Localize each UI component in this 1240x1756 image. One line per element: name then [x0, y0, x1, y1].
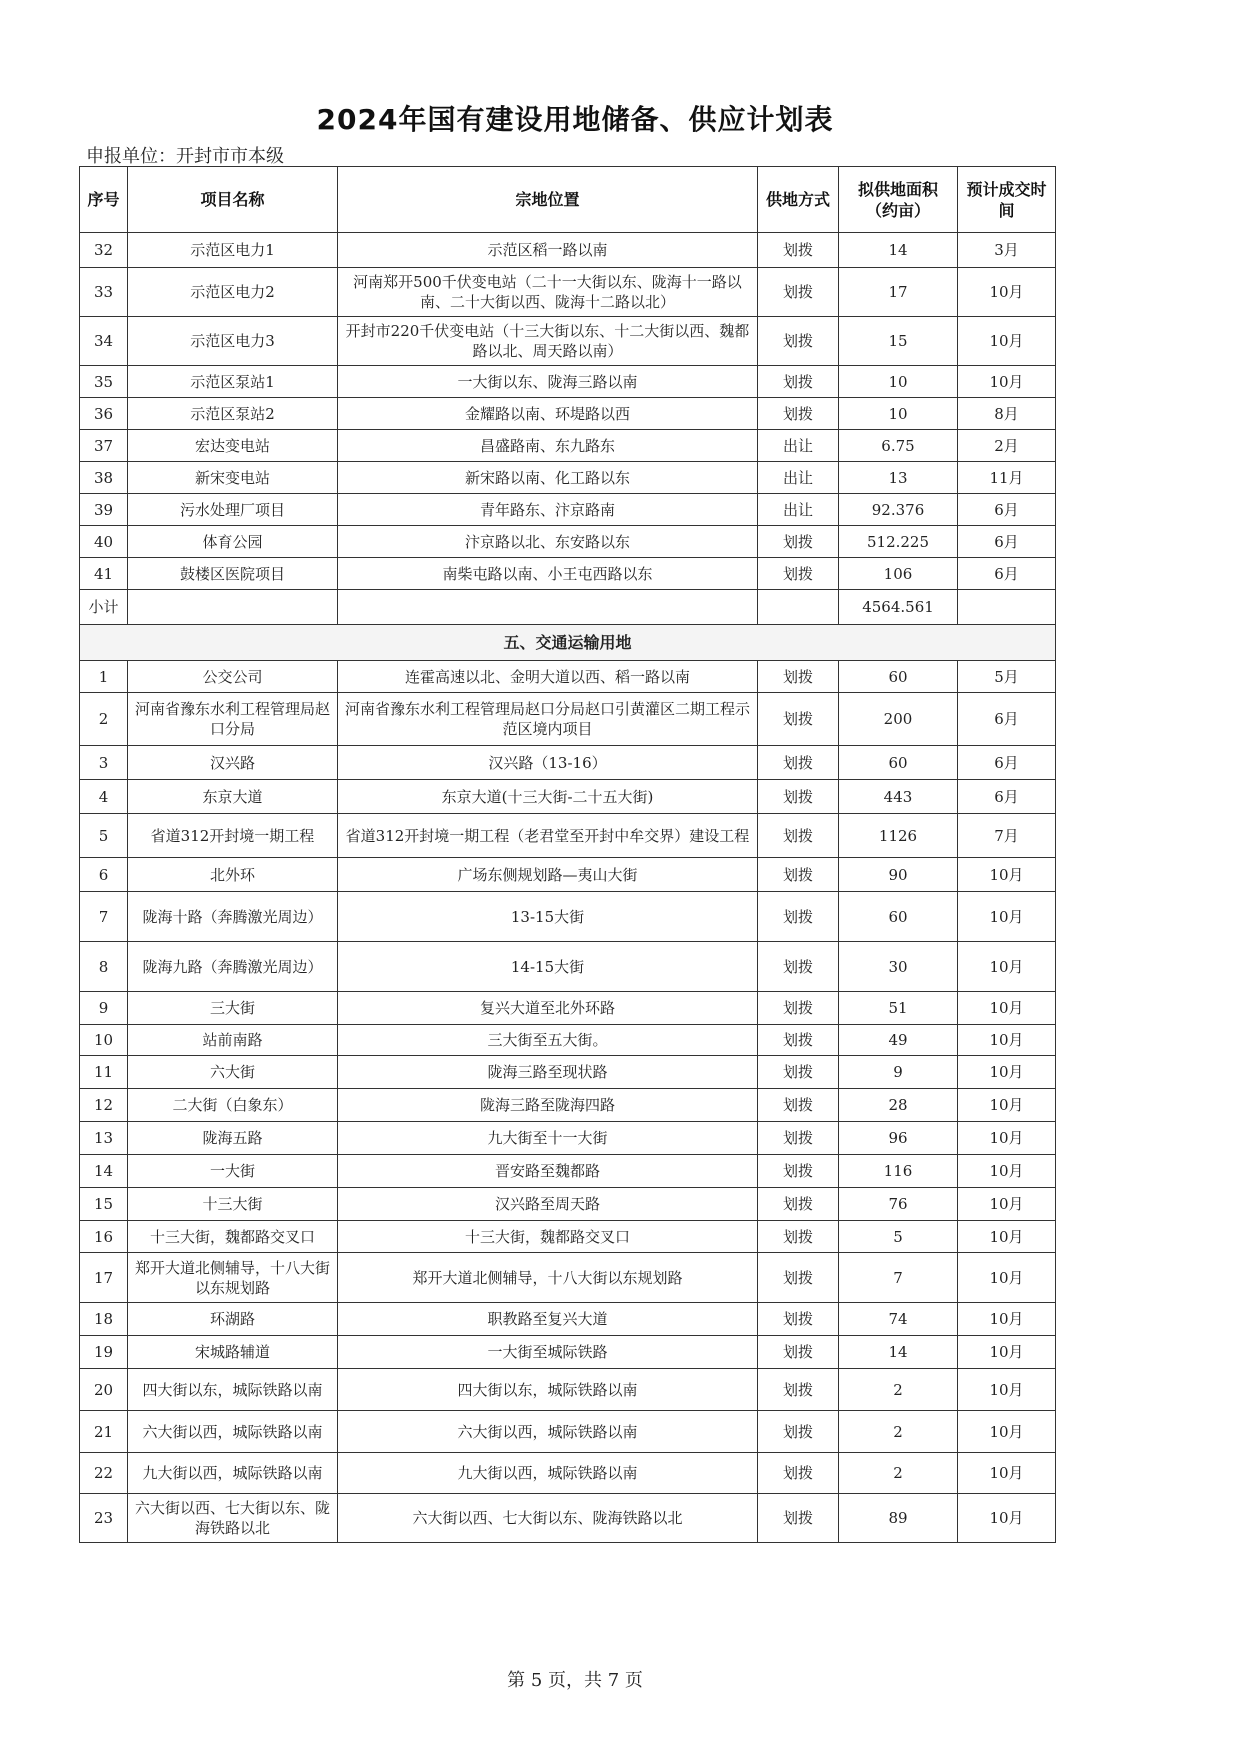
row-supply-method: 划拨	[758, 1253, 839, 1303]
row-location: 一大街以东、陇海三路以南	[338, 366, 758, 398]
row-area: 89	[839, 1494, 958, 1543]
row-area: 512.225	[839, 526, 958, 558]
row-deal-time: 6月	[958, 746, 1056, 780]
row-area: 443	[839, 780, 958, 814]
row-location: 晋安路至魏都路	[338, 1155, 758, 1188]
section-title: 五、交通运输用地	[80, 625, 1056, 661]
row-project-name: 新宋变电站	[128, 462, 338, 494]
row-deal-time: 10月	[958, 1089, 1056, 1122]
page-footer: 第 5 页，共 7 页	[507, 1670, 643, 1691]
row-project-name: 宋城路辅道	[128, 1336, 338, 1369]
table-row	[80, 1221, 1056, 1253]
subtotal-row	[80, 590, 1056, 625]
row-project-name: 六大街以西、七大街以东、陇海铁路以北	[128, 1494, 338, 1543]
row-supply-method: 划拨	[758, 1122, 839, 1155]
table-row	[80, 366, 1056, 398]
row-seq: 36	[80, 398, 128, 430]
reporting-unit: 申报单位：开封市市本级	[86, 146, 284, 167]
row-location: 郑开大道北侧辅导，十八大街以东规划路	[338, 1253, 758, 1303]
row-supply-method: 划拨	[758, 268, 839, 317]
row-location: 汉兴路（13-16）	[338, 746, 758, 780]
row-seq: 41	[80, 558, 128, 590]
subtotal-area: 4564.561	[839, 590, 958, 625]
table-row	[80, 1122, 1056, 1155]
row-seq: 9	[80, 992, 128, 1025]
row-project-name: 陇海十路（奔腾激光周边）	[128, 892, 338, 942]
row-deal-time: 10月	[958, 1221, 1056, 1253]
row-deal-time: 11月	[958, 462, 1056, 494]
row-project-name: 体育公园	[128, 526, 338, 558]
row-deal-time: 10月	[958, 1411, 1056, 1453]
row-seq: 23	[80, 1494, 128, 1543]
row-deal-time: 10月	[958, 1056, 1056, 1089]
row-supply-method: 划拨	[758, 1025, 839, 1056]
row-seq: 37	[80, 430, 128, 462]
subtotal-empty	[758, 590, 839, 625]
row-location: 汴京路以北、东安路以东	[338, 526, 758, 558]
table-header-row	[80, 167, 1056, 233]
row-location: 河南郑开500千伏变电站（二十一大街以东、陇海十一路以南、二十大街以西、陇海十二路以北）	[338, 268, 758, 317]
row-seq: 17	[80, 1253, 128, 1303]
row-supply-method: 划拨	[758, 1221, 839, 1253]
row-location: 六大街以西，城际铁路以南	[338, 1411, 758, 1453]
row-project-name: 三大街	[128, 992, 338, 1025]
table-row	[80, 430, 1056, 462]
row-area: 60	[839, 892, 958, 942]
row-project-name: 示范区泵站1	[128, 366, 338, 398]
row-area: 2	[839, 1453, 958, 1494]
row-deal-time: 10月	[958, 1369, 1056, 1411]
table-row	[80, 526, 1056, 558]
row-seq: 12	[80, 1089, 128, 1122]
row-supply-method: 划拨	[758, 1336, 839, 1369]
row-deal-time: 6月	[958, 558, 1056, 590]
row-seq: 7	[80, 892, 128, 942]
row-area: 28	[839, 1089, 958, 1122]
row-area: 5	[839, 1221, 958, 1253]
row-seq: 32	[80, 233, 128, 268]
row-deal-time: 10月	[958, 1188, 1056, 1221]
row-project-name: 六大街	[128, 1056, 338, 1089]
row-project-name: 示范区电力1	[128, 233, 338, 268]
table-row	[80, 693, 1056, 746]
row-location: 三大街至五大街。	[338, 1025, 758, 1056]
header-location: 宗地位置	[338, 167, 758, 233]
row-deal-time: 10月	[958, 1155, 1056, 1188]
header-supply-method: 供地方式	[758, 167, 839, 233]
section-row	[80, 625, 1056, 661]
row-project-name: 省道312开封境一期工程	[128, 814, 338, 858]
row-seq: 1	[80, 661, 128, 693]
row-supply-method: 划拨	[758, 780, 839, 814]
row-seq: 5	[80, 814, 128, 858]
row-deal-time: 6月	[958, 693, 1056, 746]
table-row	[80, 780, 1056, 814]
row-location: 复兴大道至北外环路	[338, 992, 758, 1025]
row-supply-method: 划拨	[758, 1056, 839, 1089]
row-deal-time: 10月	[958, 1303, 1056, 1336]
row-deal-time: 3月	[958, 233, 1056, 268]
subtotal-label: 小计	[80, 590, 128, 625]
row-seq: 38	[80, 462, 128, 494]
table-row	[80, 1188, 1056, 1221]
row-supply-method: 划拨	[758, 366, 839, 398]
row-area: 30	[839, 942, 958, 992]
row-location: 陇海三路至现状路	[338, 1056, 758, 1089]
row-location: 一大街至城际铁路	[338, 1336, 758, 1369]
land-plan-table	[79, 166, 1056, 1543]
row-supply-method: 出让	[758, 430, 839, 462]
table-row	[80, 1303, 1056, 1336]
header-deal-time: 预计成交时间	[958, 167, 1056, 233]
table-row	[80, 1025, 1056, 1056]
row-deal-time: 8月	[958, 398, 1056, 430]
row-area: 17	[839, 268, 958, 317]
row-location: 连霍高速以北、金明大道以西、稻一路以南	[338, 661, 758, 693]
row-area: 51	[839, 992, 958, 1025]
row-seq: 35	[80, 366, 128, 398]
row-seq: 14	[80, 1155, 128, 1188]
row-project-name: 郑开大道北侧辅导，十八大街以东规划路	[128, 1253, 338, 1303]
row-supply-method: 划拨	[758, 942, 839, 992]
table-row	[80, 1411, 1056, 1453]
row-seq: 34	[80, 317, 128, 366]
table-row	[80, 1253, 1056, 1303]
row-project-name: 公交公司	[128, 661, 338, 693]
row-location: 开封市220千伏变电站（十三大街以东、十二大街以西、魏都路以北、周天路以南）	[338, 317, 758, 366]
row-supply-method: 划拨	[758, 814, 839, 858]
row-area: 7	[839, 1253, 958, 1303]
row-supply-method: 划拨	[758, 693, 839, 746]
row-deal-time: 6月	[958, 780, 1056, 814]
row-deal-time: 10月	[958, 1453, 1056, 1494]
row-supply-method: 划拨	[758, 661, 839, 693]
header-project-name: 项目名称	[128, 167, 338, 233]
row-deal-time: 10月	[958, 1025, 1056, 1056]
table-row	[80, 992, 1056, 1025]
row-project-name: 北外环	[128, 858, 338, 892]
row-location: 13-15大街	[338, 892, 758, 942]
row-deal-time: 10月	[958, 317, 1056, 366]
row-supply-method: 划拨	[758, 526, 839, 558]
row-seq: 33	[80, 268, 128, 317]
row-area: 14	[839, 1336, 958, 1369]
row-supply-method: 划拨	[758, 398, 839, 430]
row-project-name: 示范区电力3	[128, 317, 338, 366]
row-project-name: 九大街以西，城际铁路以南	[128, 1453, 338, 1494]
table-row	[80, 317, 1056, 366]
row-location: 汉兴路至周天路	[338, 1188, 758, 1221]
row-location: 河南省豫东水利工程管理局赵口分局赵口引黄灌区二期工程示范区境内项目	[338, 693, 758, 746]
row-area: 76	[839, 1188, 958, 1221]
row-seq: 10	[80, 1025, 128, 1056]
table-row	[80, 858, 1056, 892]
row-area: 60	[839, 746, 958, 780]
row-deal-time: 10月	[958, 366, 1056, 398]
row-area: 2	[839, 1411, 958, 1453]
row-project-name: 河南省豫东水利工程管理局赵口分局	[128, 693, 338, 746]
row-supply-method: 划拨	[758, 1369, 839, 1411]
row-area: 10	[839, 366, 958, 398]
row-location: 六大街以西、七大街以东、陇海铁路以北	[338, 1494, 758, 1543]
row-location: 职教路至复兴大道	[338, 1303, 758, 1336]
table-row	[80, 1089, 1056, 1122]
row-deal-time: 5月	[958, 661, 1056, 693]
row-project-name: 陇海九路（奔腾激光周边）	[128, 942, 338, 992]
row-area: 200	[839, 693, 958, 746]
table-row	[80, 1056, 1056, 1089]
row-location: 十三大街，魏都路交叉口	[338, 1221, 758, 1253]
subtotal-section	[80, 590, 1056, 661]
row-area: 13	[839, 462, 958, 494]
table-row	[80, 1494, 1056, 1543]
row-location: 昌盛路南、东九路东	[338, 430, 758, 462]
header-seq: 序号	[80, 167, 128, 233]
row-seq: 40	[80, 526, 128, 558]
row-deal-time: 10月	[958, 1494, 1056, 1543]
row-supply-method: 划拨	[758, 1089, 839, 1122]
row-project-name: 站前南路	[128, 1025, 338, 1056]
table-row	[80, 746, 1056, 780]
row-area: 90	[839, 858, 958, 892]
row-location: 陇海三路至陇海四路	[338, 1089, 758, 1122]
subtotal-empty	[338, 590, 758, 625]
row-area: 74	[839, 1303, 958, 1336]
row-seq: 20	[80, 1369, 128, 1411]
row-deal-time: 6月	[958, 526, 1056, 558]
row-location: 示范区稻一路以南	[338, 233, 758, 268]
row-location: 四大街以东，城际铁路以南	[338, 1369, 758, 1411]
row-location: 青年路东、汴京路南	[338, 494, 758, 526]
row-location: 九大街以西，城际铁路以南	[338, 1453, 758, 1494]
row-deal-time: 10月	[958, 1336, 1056, 1369]
row-area: 96	[839, 1122, 958, 1155]
row-supply-method: 划拨	[758, 992, 839, 1025]
row-seq: 2	[80, 693, 128, 746]
row-location: 南柴屯路以南、小王屯西路以东	[338, 558, 758, 590]
row-project-name: 东京大道	[128, 780, 338, 814]
table-row	[80, 398, 1056, 430]
row-project-name: 环湖路	[128, 1303, 338, 1336]
row-supply-method: 划拨	[758, 1411, 839, 1453]
row-supply-method: 划拨	[758, 1494, 839, 1543]
table-row	[80, 462, 1056, 494]
row-deal-time: 7月	[958, 814, 1056, 858]
row-location: 省道312开封境一期工程（老君堂至开封中牟交界）建设工程	[338, 814, 758, 858]
row-area: 1126	[839, 814, 958, 858]
row-supply-method: 划拨	[758, 1453, 839, 1494]
row-supply-method: 出让	[758, 462, 839, 494]
row-area: 10	[839, 398, 958, 430]
table-row	[80, 233, 1056, 268]
row-project-name: 示范区电力2	[128, 268, 338, 317]
row-location: 广场东侧规划路—夷山大街	[338, 858, 758, 892]
row-project-name: 陇海五路	[128, 1122, 338, 1155]
table-row	[80, 1369, 1056, 1411]
row-area: 116	[839, 1155, 958, 1188]
table-row	[80, 1453, 1056, 1494]
row-location: 东京大道(十三大街-二十五大街)	[338, 780, 758, 814]
row-deal-time: 10月	[958, 992, 1056, 1025]
row-project-name: 一大街	[128, 1155, 338, 1188]
row-area: 6.75	[839, 430, 958, 462]
table-row	[80, 494, 1056, 526]
table-row	[80, 892, 1056, 942]
table-row	[80, 1336, 1056, 1369]
table-body-part-b	[80, 661, 1056, 1543]
row-seq: 6	[80, 858, 128, 892]
document-title: 2024年国有建设用地储备、供应计划表	[316, 103, 834, 136]
row-project-name: 十三大街，魏都路交叉口	[128, 1221, 338, 1253]
row-location: 九大街至十一大街	[338, 1122, 758, 1155]
row-supply-method: 划拨	[758, 892, 839, 942]
row-deal-time: 10月	[958, 268, 1056, 317]
row-seq: 4	[80, 780, 128, 814]
row-supply-method: 划拨	[758, 1155, 839, 1188]
row-location: 金耀路以南、环堤路以西	[338, 398, 758, 430]
row-seq: 18	[80, 1303, 128, 1336]
row-seq: 11	[80, 1056, 128, 1089]
row-area: 2	[839, 1369, 958, 1411]
row-project-name: 污水处理厂项目	[128, 494, 338, 526]
row-supply-method: 划拨	[758, 1303, 839, 1336]
row-deal-time: 10月	[958, 892, 1056, 942]
row-project-name: 宏达变电站	[128, 430, 338, 462]
row-area: 14	[839, 233, 958, 268]
row-seq: 3	[80, 746, 128, 780]
row-project-name: 汉兴路	[128, 746, 338, 780]
row-supply-method: 划拨	[758, 233, 839, 268]
row-supply-method: 划拨	[758, 1188, 839, 1221]
row-supply-method: 划拨	[758, 558, 839, 590]
row-seq: 8	[80, 942, 128, 992]
row-project-name: 示范区泵站2	[128, 398, 338, 430]
row-project-name: 四大街以东，城际铁路以南	[128, 1369, 338, 1411]
row-project-name: 六大街以西，城际铁路以南	[128, 1411, 338, 1453]
row-area: 49	[839, 1025, 958, 1056]
row-deal-time: 6月	[958, 494, 1056, 526]
row-supply-method: 划拨	[758, 858, 839, 892]
table-row	[80, 268, 1056, 317]
row-area: 60	[839, 661, 958, 693]
row-seq: 16	[80, 1221, 128, 1253]
row-seq: 19	[80, 1336, 128, 1369]
row-project-name: 二大街（白象东）	[128, 1089, 338, 1122]
header-area: 拟供地面积（约亩）	[839, 167, 958, 233]
row-area: 9	[839, 1056, 958, 1089]
row-area: 92.376	[839, 494, 958, 526]
row-project-name: 鼓楼区医院项目	[128, 558, 338, 590]
row-seq: 22	[80, 1453, 128, 1494]
table-row	[80, 1155, 1056, 1188]
row-area: 106	[839, 558, 958, 590]
table-row	[80, 942, 1056, 992]
row-deal-time: 10月	[958, 858, 1056, 892]
table-row	[80, 661, 1056, 693]
subtotal-empty	[958, 590, 1056, 625]
row-deal-time: 10月	[958, 1122, 1056, 1155]
row-seq: 15	[80, 1188, 128, 1221]
row-location: 14-15大街	[338, 942, 758, 992]
subtotal-empty	[128, 590, 338, 625]
row-supply-method: 划拨	[758, 317, 839, 366]
table-body-part-a	[80, 233, 1056, 590]
row-location: 新宋路以南、化工路以东	[338, 462, 758, 494]
row-supply-method: 出让	[758, 494, 839, 526]
table-row	[80, 558, 1056, 590]
row-deal-time: 2月	[958, 430, 1056, 462]
row-seq: 21	[80, 1411, 128, 1453]
row-seq: 13	[80, 1122, 128, 1155]
row-area: 15	[839, 317, 958, 366]
row-deal-time: 10月	[958, 1253, 1056, 1303]
table-row	[80, 814, 1056, 858]
row-seq: 39	[80, 494, 128, 526]
row-supply-method: 划拨	[758, 746, 839, 780]
row-project-name: 十三大街	[128, 1188, 338, 1221]
row-deal-time: 10月	[958, 942, 1056, 992]
